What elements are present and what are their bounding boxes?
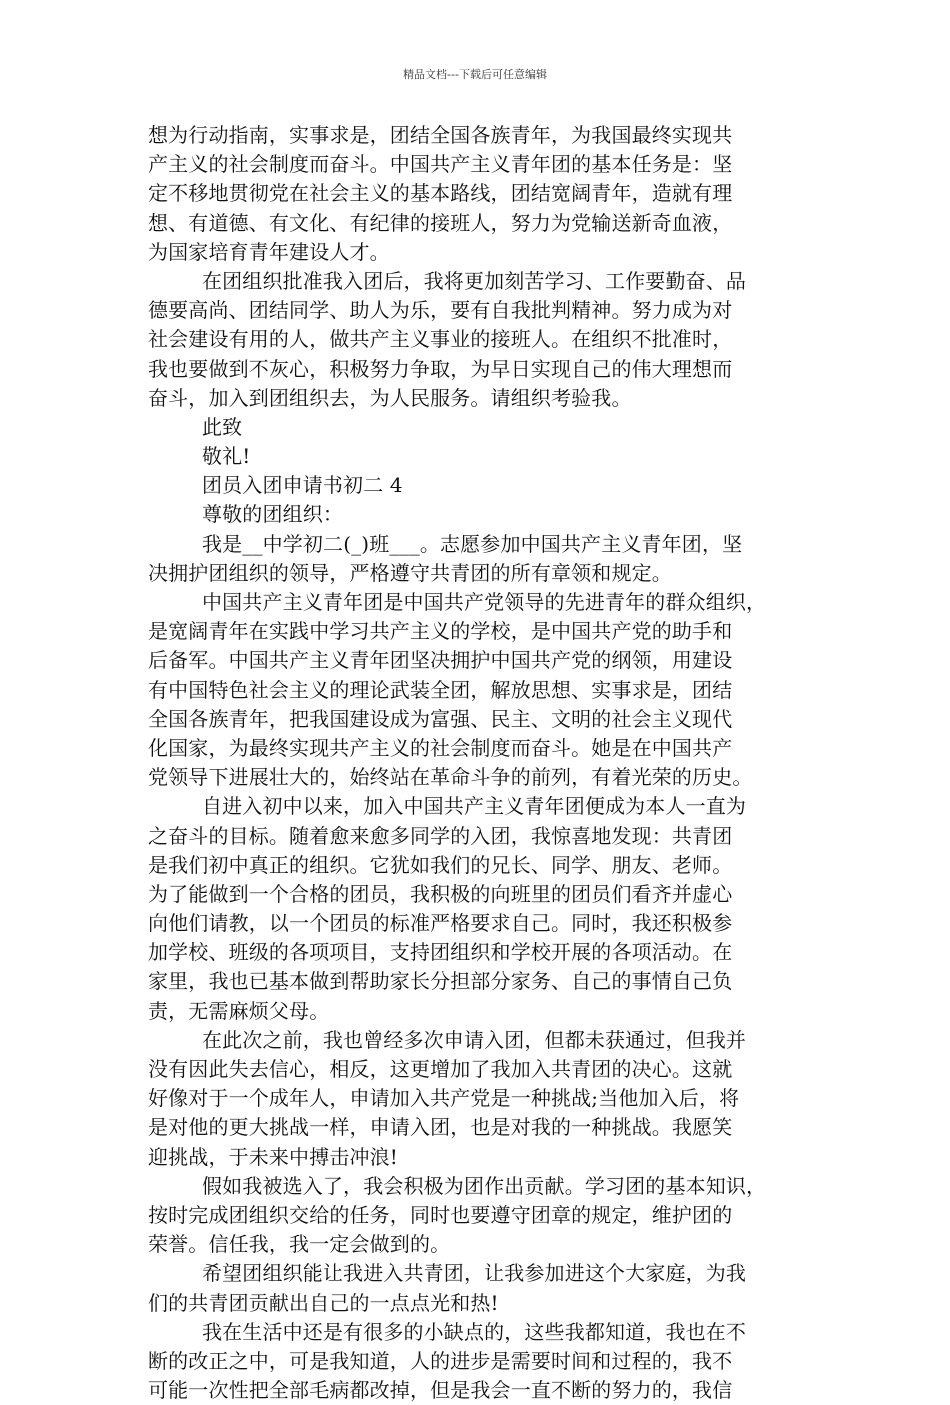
- text-line: 我也要做到不灰心，积极努力争取，为早日实现自己的伟大理想而: [148, 356, 733, 381]
- text-line: 们的共青团贡献出自己的一点点光和热!: [148, 1290, 499, 1315]
- text-line: 加学校、班级的各项项目，支持团组织和学校开展的各项活动。在: [148, 940, 733, 965]
- text-line: 敬礼!: [202, 444, 251, 469]
- text-line: 为了能做到一个合格的团员，我积极的向班里的团员们看齐并虚心: [148, 881, 733, 906]
- page-header: 精品文档---下载后可任意编辑: [403, 68, 547, 81]
- text-line: 家里，我也已基本做到帮助家长分担部分家务、自己的事情自己负: [148, 969, 733, 994]
- text-line: 希望团组织能让我进入共青团，让我参加进这个大家庭，为我: [202, 1261, 747, 1286]
- text-line: 责，无需麻烦父母。: [148, 998, 330, 1023]
- text-line: 想、有道德、有文化、有纪律的接班人，努力为党输送新奇血液，: [148, 210, 733, 235]
- text-line: 后备军。中国共产主义青年团坚决拥护中国共产党的纲领，用建设: [148, 648, 733, 673]
- text-line: 迎挑战，于未来中搏击冲浪!: [148, 1144, 398, 1169]
- text-line: 党领导下进展壮大的，始终站在革命斗争的前列，有着光荣的历史。: [148, 765, 753, 790]
- text-line: 荣誉。信任我，我一定会做到的。: [148, 1232, 451, 1257]
- document-body: [148, 121, 808, 1405]
- text-line: 是我们初中真正的组织。它犹如我们的兄长、同学、朋友、老师。: [148, 852, 733, 877]
- text-line: 定不移地贯彻党在社会主义的基本路线，团结宽阔青年，造就有理: [148, 181, 733, 206]
- text-line: 自进入初中以来，加入中国共产主义青年团便成为本人一直为: [202, 794, 747, 819]
- text-line: 尊敬的团组织：: [202, 502, 344, 527]
- text-line: 在团组织批准我入团后，我将更加刻苦学习、工作要勤奋、品: [202, 268, 747, 293]
- text-line: 断的改正之中，可是我知道，人的进步是需要时间和过程的，我不: [148, 1348, 733, 1373]
- text-line: 社会建设有用的人，做共产主义事业的接班人。在组织不批准时，: [148, 327, 733, 352]
- text-line: 德要高尚、团结同学、助人为乐，要有自我批判精神。努力成为对: [148, 298, 733, 323]
- text-line: 在此次之前，我也曾经多次申请入团，但都未获通过，但我并: [202, 1027, 747, 1052]
- text-line: 按时完成团组织交给的任务，同时也要遵守团章的规定，维护团的: [148, 1202, 733, 1227]
- text-line: 想为行动指南，实事求是，团结全国各族青年，为我国最终实现共: [148, 123, 733, 147]
- text-line: 可能一次性把全部毛病都改掉，但是我会一直不断的努力的，我信: [148, 1378, 733, 1403]
- text-line: 此致: [202, 414, 243, 439]
- text-line: 化国家，为最终实现共产主义的社会制度而奋斗。她是在中国共产: [148, 735, 733, 760]
- text-line: 产主义的社会制度而奋斗。中国共产主义青年团的基本任务是：坚: [148, 152, 733, 177]
- text-line: 全国各族青年，把我国建设成为富强、民主、文明的社会主义现代: [148, 706, 733, 731]
- text-line: 好像对于一个成年人，申请加入共产党是一种挑战;当他加入后，将: [148, 1086, 740, 1111]
- text-line: 没有因此失去信心，相反，这更增加了我加入共青团的决心。这就: [148, 1057, 733, 1081]
- text-line: 奋斗，加入到团组织去，为人民服务。请组织考验我。: [148, 385, 632, 410]
- text-line: 有中国特色社会主义的理论武装全团，解放思想、实事求是，团结: [148, 677, 733, 702]
- text-line: 是宽阔青年在实践中学习共产主义的学校，是中国共产党的助手和: [148, 619, 733, 644]
- text-line: 我在生活中还是有很多的小缺点的，这些我都知道，我也在不: [202, 1319, 747, 1344]
- text-line: 是对他的更大挑战一样，申请入团，也是对我的一种挑战。我愿笑: [148, 1115, 733, 1140]
- text-line: 假如我被选入了，我会积极为团作出贡献。学习团的基本知识，: [202, 1173, 767, 1198]
- text-line: 之奋斗的目标。随着愈来愈多同学的入团，我惊喜地发现：共青团: [148, 823, 733, 848]
- text-line: 为国家培育青年建设人才。: [148, 239, 390, 264]
- text-line: 团员入团申请书初二 4: [202, 473, 403, 498]
- text-line: 决拥护团组织的领导，严格遵守共青团的所有章领和规定。: [148, 560, 672, 585]
- text-line: 向他们请教，以一个团员的标准严格要求自己。同时，我还积极参: [148, 911, 733, 936]
- text-line: 我是__中学初二(_)班___。志愿参加中国共产主义青年团，坚: [202, 531, 743, 556]
- text-line: 中国共产主义青年团是中国共产党领导的先进青年的群众组织，: [202, 590, 767, 614]
